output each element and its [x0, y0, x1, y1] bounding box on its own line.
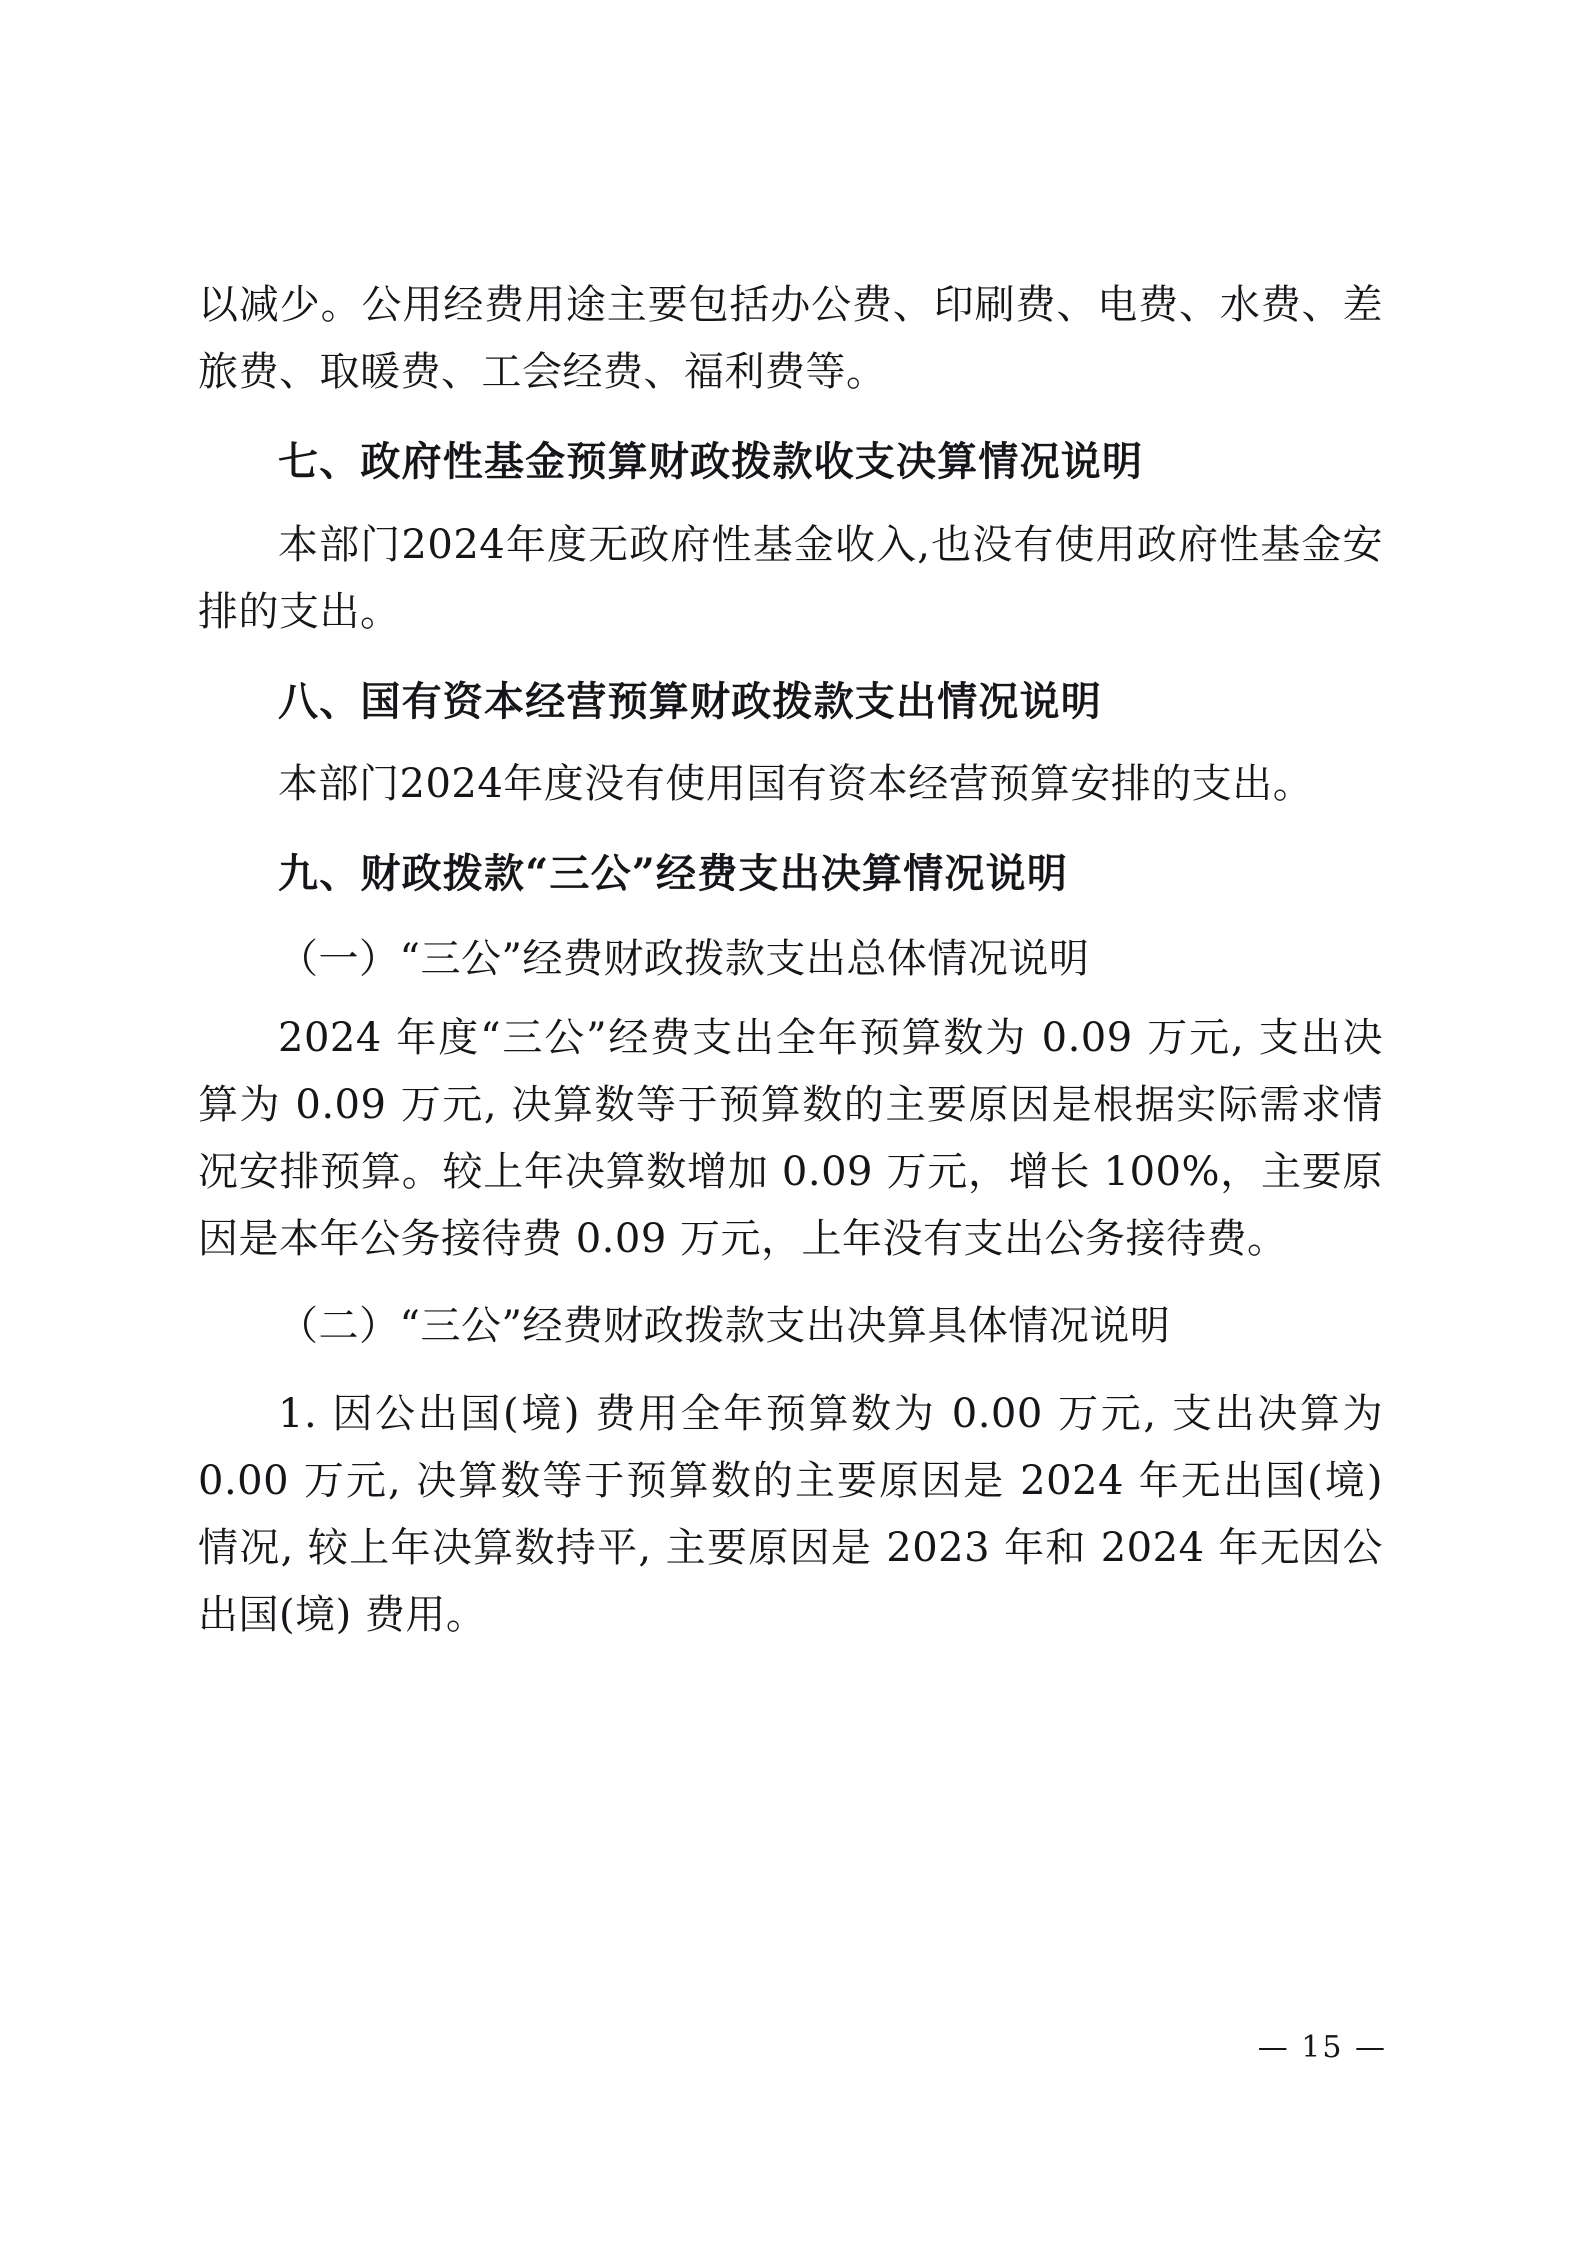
section-heading-eight: 八、国有资本经营预算财政拨款支出情况说明 [278, 677, 1102, 725]
paragraph-section-eight: 本部门2024年度没有使用国有资本经营预算安排的支出。 [278, 761, 1314, 808]
section-heading-nine: 九、财政拨款“三公”经费支出决算情况说明 [278, 850, 1069, 898]
paragraph-section-seven: 本部门2024年度无政府性基金收入,也没有使用政府性基金安排的支出。 [198, 521, 1383, 635]
subsection-heading-nine-two: （二）“三公”经费财政拨款支出决算具体情况说明 [278, 1303, 1171, 1350]
paragraph-nine-two-item-one: 1. 因公出国(境) 费用全年预算数为 0.00 万元, 支出决算为 0.00 万元, 决算数等于预算数的主要原因是 2024 年无出国(境) 情况, 较上年决算数持平, 主要原因是 2023 年和 2024 年无因公出国(境) 费用。 [198, 1390, 1383, 1639]
page-number: — 15 — [1257, 2030, 1387, 2065]
section-heading-seven: 七、政府性基金预算财政拨款收支决算情况说明 [278, 438, 1144, 486]
subsection-heading-nine-one: （一）“三公”经费财政拨款支出总体情况说明 [278, 935, 1090, 982]
document-body [198, 272, 1383, 1655]
paragraph-nine-one: 2024 年度“三公”经费支出全年预算数为 0.09 万元, 支出决算为 0.09 万元, 决算数等于预算数的主要原因是根据实际需求情况安排预算。较上年决算数增加 0.09 万元，增长 100%，主要原因是本年公务接待费 0.09 万元，上年没有支出公务接待费。 [198, 1014, 1383, 1263]
paragraph-continued: 以减少。公用经费用途主要包括办公费、印刷费、电费、水费、差旅费、取暖费、工会经费、福利费等。 [198, 282, 1383, 396]
